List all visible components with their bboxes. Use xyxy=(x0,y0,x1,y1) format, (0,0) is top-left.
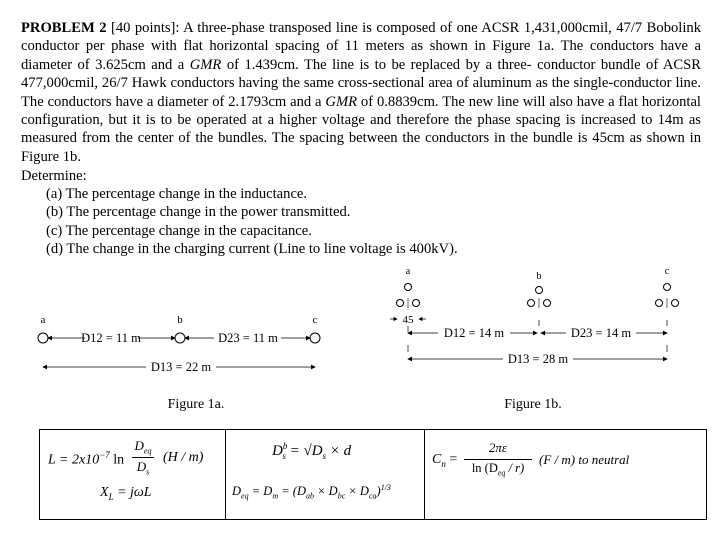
determine-label: Determine: xyxy=(21,168,87,184)
fig1a-label-a: a xyxy=(40,314,46,326)
capacitance-unit: (F / m) to neutral xyxy=(539,452,630,467)
bundle-gmr-formula: $D^b_s = √D_s \times d$ xyxy=(272,441,352,461)
problem-line-5a: aluminum as the single-conductor line. The conductors have a diameter of 2.1793cm and a xyxy=(21,75,701,110)
fig1a-d13: D13 = 22 m xyxy=(150,360,212,374)
fig1b-d12: D12 = 14 m xyxy=(443,326,505,340)
conductor-c xyxy=(310,333,320,343)
problem-line-3b: of 1.439cm. The line is to be replaced by a three- xyxy=(221,56,532,73)
inductance-unit: (H / m) xyxy=(163,450,204,465)
reactance-formula: $X_L = j\omega L$ xyxy=(100,485,152,502)
figure-1b xyxy=(390,266,679,412)
fig1a-label-b: b xyxy=(177,314,183,326)
problem-line-1: : A three-phase transposed line is composed of one ACSR 1,431,000cmil, 47/7 xyxy=(175,20,643,36)
capacitance-numerator: 2πε xyxy=(488,440,508,455)
problem-line-3a: conductors have a diameter of 3.625cm and a xyxy=(21,38,702,73)
fig1b-label-a: a xyxy=(405,266,411,277)
task-item-a: (a) The percentage change in the inductance. xyxy=(46,186,308,202)
figure-1a-caption: Figure 1a. xyxy=(167,397,225,412)
inductance-numerator: $D_{eq}$ xyxy=(134,438,152,456)
bundle-spacing: 45 xyxy=(402,314,414,326)
problem-heading: PROBLEM 2 xyxy=(21,20,107,36)
problem-line-8: spacing between the conductors in the bundle is 45cm as shown in Figure 1b. xyxy=(21,130,701,165)
deq-formula: $D_{eq} = D_m = (D_{ab} \times D_{bc} \times D_{ca})^{1/3}$ xyxy=(232,483,391,501)
problem-line-5c: of xyxy=(357,93,374,110)
problem-line-6: 0.8839cm. The new line will also have a flat horizontal configuration, but it is to be operated at a higher xyxy=(21,93,701,129)
gmr-term-2: GMR xyxy=(325,93,358,110)
task-item-b: (b) The percentage change in the power transmitted. xyxy=(46,204,351,221)
fig1a-d12: D12 = 11 m xyxy=(81,331,141,345)
problem-points: [40 points] xyxy=(110,20,176,36)
problem-line-7: voltage and therefore the phase spacing is increased to 14m as measured from the center of the bundles. The xyxy=(21,112,701,147)
figure-1b-caption: Figure 1b. xyxy=(504,397,562,412)
fig1b-d13: D13 = 28 m xyxy=(507,352,569,366)
inductance-denominator: $D_s$ xyxy=(136,459,150,477)
capacitance-denominator: $\ln (D_{eq} / r)$ xyxy=(471,461,525,478)
inductance-formula: $L = 2x10^{-7}$ ln xyxy=(48,450,125,468)
fig1b-label-b: b xyxy=(536,271,542,282)
capacitance-lhs: $C_n$ = xyxy=(432,452,458,469)
fig1b-d23: D23 = 14 m xyxy=(570,326,632,340)
problem-line-4: conductor bundle of ACSR 477,000cmil, 26/7 Hawk conductors having the same cross-sectional area of xyxy=(21,56,701,92)
conductor-b xyxy=(175,333,185,343)
fig1b-label-c: c xyxy=(664,266,670,277)
figure-1a xyxy=(38,314,320,412)
fig1a-d23: D23 = 11 m xyxy=(218,331,278,345)
fig1a-label-c: c xyxy=(312,314,318,326)
problem-line-2: Bobolink conductor per phase with flat horizontal spacing of 11 meters as shown in Figure 1a. The xyxy=(21,20,701,55)
task-item-d: (d) The change in the charging current (Line to line voltage is 400kV). xyxy=(46,241,458,258)
task-item-c: (c) The percentage change in the capacitance. xyxy=(46,222,312,239)
gmr-term: GMR xyxy=(189,56,222,73)
conductor-a xyxy=(38,333,48,343)
